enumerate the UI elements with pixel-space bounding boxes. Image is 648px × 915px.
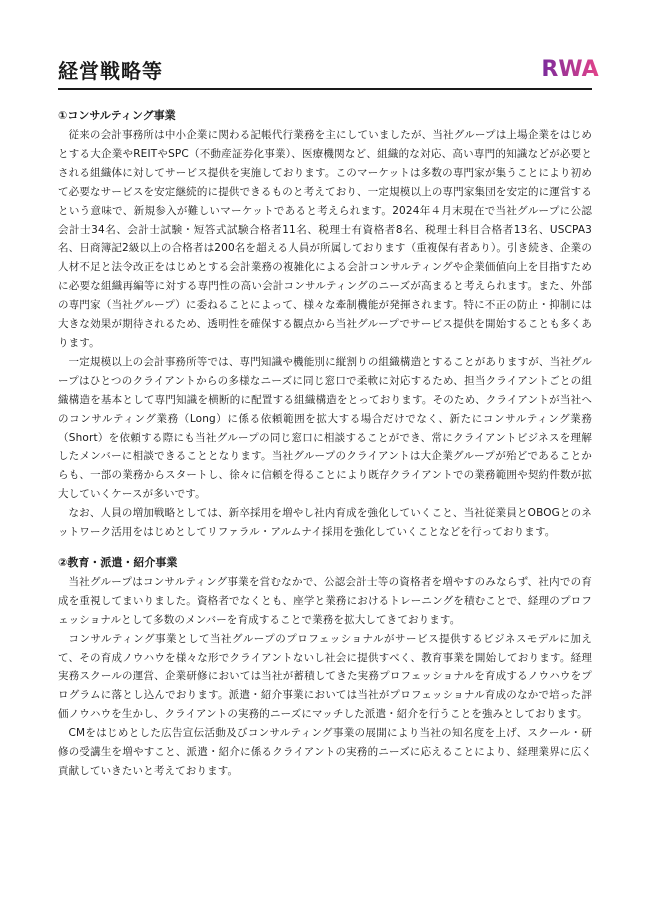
rwa-logo [541,50,599,84]
page-title: 経営戦略等 [58,59,163,83]
paragraph: 一定規模以上の会計事務所等では、専門知識や機能別に縦割りの組織構造とすることがありますが、当社グループはひとつのクライアントからの多様なニーズに同じ窓口で柔軟に対応するため、担当クライアントごとの組織構造を基本として専門知識を横断的に配置する組織構造をとっております。そのため、クライアントが当社へのコンサルティング業務（Long）に係る依頼範囲を拡大する場合だけでなく、新たにコンサルティング業務（Short）を依頼する際にも当社グループの同じ窓口に相談することができ、常にクライアントビジネスを理解したメンバーに相談できることとなります。当社グループのクライアントは大企業グループが殆どであることからも、一部の業務からスタートし、徐々に信頼を得ることにより既存クライアントでの業務範囲や契約件数が拡大していくケースが多いです。 [58,355,592,501]
page-header [58,57,599,84]
paragraph: コンサルティング事業として当社グループのプロフェッショナルがサービス提供するビジネスモデルに加えて、その育成ノウハウを様々な形でクライアントないし社会に提供すべく、教育事業を開始しております。経理実務スクールの運営、企業研修においては当社が蓄積してきた実務プロフェッショナルを育成するノウハウをプログラムに落とし込んでおります。派遣・紹介事業においては当社がプロフェッショナル育成のなかで培った評価ノウハウを生かし、クライアントの実務的ニーズにマッチした派遣・紹介を行うことを強みとしております。 [58,632,592,721]
section-heading: ①コンサルティング事業 [58,109,176,122]
paragraph: 当社グループはコンサルティング事業を営むなかで、公認会計士等の資格者を増やすのみならず、社内での育成を重視してまいりました。資格者でなくとも、座学と業務におけるトレーニングを積むことで、経理のプロフェッショナルとして多数のメンバーを育成することで業務を拡大してきております。 [58,575,592,626]
section-heading: ②教育・派遣・紹介事業 [58,555,178,569]
section-consulting [58,107,592,542]
section-education-staffing [58,554,592,781]
paragraph: なお、人員の増加戦略としては、新卒採用を増やし社内育成を強化していくこと、当社従業員とOBOGとのネットワーク活用をはじめとしてリファラル・アルムナイ採用を強化していくことなどを行っております。 [58,507,592,539]
logo-text: RWA [541,57,599,82]
paragraph: CMをはじめとした広告宣伝活動及びコンサルティング事業の展開により当社の知名度を上げ、スクール・研修の受講生を増やすこと、派遣・紹介に係るクライアントの実務的ニーズに応えることにより、経理業界に広く貢献していきたいと考えております。 [58,727,592,777]
paragraph: 従来の会計事務所は中小企業に関わる記帳代行業務を主にしていましたが、当社グループは上場企業をはじめとする大企業やREITやSPC（不動産証券化事業）、医療機関など、組織的な対応、高い専門的知識などが必要とされる組織体に対してサービス提供を実施しております。このマーケットは多数の専門家が集うことにより初めて必要なサービスを安定継続的に提供できるものと考えており、一定規模以上の専門家集団を安定的に運営するという意味で、新規参入が難しいマーケットであると考えられます。2024年４月末現在で当社グループに公認会計士34名、会計士試験・短答式試験合格者11名、税理士有資格者8名、税理士科目合格者13名、USCPA3名、日商簿記2級以上の合格者は200名を超える人員が所属しております（重複保有者あり）。引き続き、企業の人材不足と法令改正をはじめとする会計業務の複雑化による会計コンサルティングや企業価値向上を目指すために必要な組織再編等に対する専門性の高い会計コンサルティングのニーズが高まると考えられます。また、外部の専門家（当社グループ）に委ねることによって、様々な牽制機能が発揮されます。特に不正の防止・抑制には大きな効果が期待されるため、透明性を確保する観点から当社グループでサービス提供を開始することも多くあります。 [58,129,592,349]
document-body [58,107,592,781]
title-underline [58,88,592,90]
